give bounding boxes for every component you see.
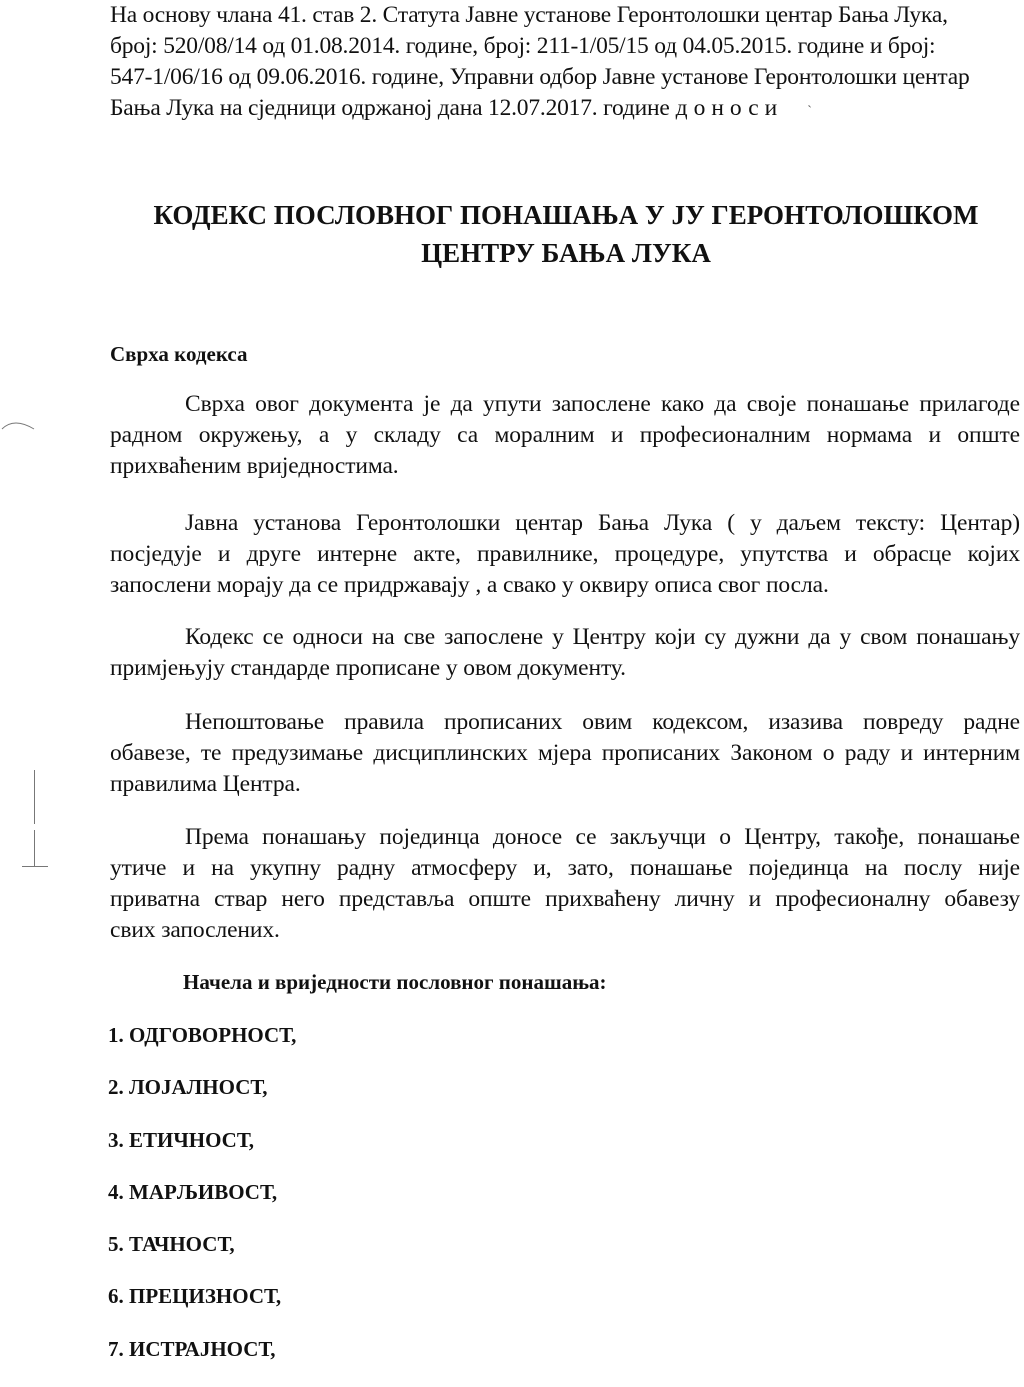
preamble-line: На основу члана 41. став 2. Статута Јавне установе Геронтолошки центар Бања Лука,: [110, 2, 948, 28]
paragraph-line: радном окружењу, а у складу са моралним и професионалним нормама и опште: [110, 422, 1020, 448]
paragraph: [110, 822, 1020, 946]
paragraph: [110, 389, 1020, 482]
section-heading: Сврха кодекса: [110, 342, 248, 366]
paragraph: [110, 622, 1020, 684]
document-title: [110, 196, 1022, 272]
document-title-line: КОДЕКС ПОСЛОВНОГ ПОНАШАЊА У ЈУ ГЕРОНТОЛОШКОМ: [153, 200, 979, 230]
principle-item: 3. ЕТИЧНОСТ,: [108, 1127, 255, 1152]
preamble: [110, 0, 1022, 127]
paragraph-line: Непоштовање правила прописаних овим кодексом, изазива повреду радне: [185, 709, 1020, 735]
paragraph-line: свих запослених.: [110, 917, 280, 943]
principles-heading: Начела и вриједности пословног понашања:: [183, 970, 607, 994]
paragraph-line: Према понашању појединца доносе се закључци о Центру, такође, понашање: [185, 824, 1020, 850]
paragraph-line: Кодекс се односи на све запослене у Центру који су дужни да у свом понашању: [185, 624, 1020, 650]
principle-item: 2. ЛОЈАЛНОСТ,: [108, 1075, 268, 1100]
principle-item: 4. МАРЉИВОСТ,: [108, 1179, 278, 1204]
paragraph-line: примјењују стандарде прописане у овом документу.: [110, 655, 626, 681]
preamble-line: број: 520/08/14 од 01.08.2014. године, број: 211-1/05/15 од 04.05.2015. године и број:: [110, 33, 936, 59]
paragraph-line: Јавна установа Геронтолошки центар Бања Лука ( у даљем тексту: Центар): [185, 510, 1020, 536]
scan-mark-icon: ˋ: [807, 104, 812, 119]
scan-artifact-icon: [34, 830, 35, 866]
scan-artifact-icon: [22, 866, 48, 867]
principles-list: [108, 1021, 296, 1387]
paragraph-line: Сврха овог документа је да упути запослене како да своје понашање прилагоде: [185, 391, 1020, 417]
preamble-verb: доноси: [675, 95, 784, 121]
preamble-line: 547-1/06/16 од 09.06.2016. године, Управни одбор Јавне установе Геронтолошки центар: [110, 64, 970, 90]
paragraph: [110, 707, 1020, 800]
paragraph-line: запослени морају да се придржавају , а свако у оквиру описа свог посла.: [110, 572, 829, 598]
principle-item: 5. ТАЧНОСТ,: [108, 1232, 235, 1257]
paragraph-line: прихваћеним вриједностима.: [110, 453, 399, 479]
paragraph-line: правилима Центра.: [110, 771, 301, 797]
preamble-line: [110, 93, 1022, 127]
principle-item: 6. ПРЕЦИЗНОСТ,: [108, 1284, 282, 1309]
paragraph: [110, 508, 1020, 601]
paragraph-line: утиче и на укупну радну атмосферу и, зато, понашање појединца на послу није: [110, 855, 1020, 881]
preamble-line-text: Бања Лука на сједници одржаној дана 12.07.2017. године: [110, 95, 670, 121]
principle-item: 7. ИСТРАЈНОСТ,: [108, 1336, 276, 1361]
scan-artifact-icon: [34, 770, 35, 824]
paragraph-line: обавезе, те предузимање дисциплинских мјера прописаних Законом о раду и интерним: [110, 740, 1020, 766]
principle-item: 1. ОДГОВОРНОСТ,: [108, 1023, 297, 1047]
scan-artifact-icon: [0, 415, 40, 445]
document-title-line: ЦЕНТРУ БАЊА ЛУКА: [421, 238, 711, 268]
paragraph-line: посједује и друге интерне акте, правилнике, процедуре, упутства и обрасце којих: [110, 541, 1020, 567]
paragraph-line: приватна ствар него представља опште прихваћену личну и професионалну обавезу: [110, 886, 1020, 912]
